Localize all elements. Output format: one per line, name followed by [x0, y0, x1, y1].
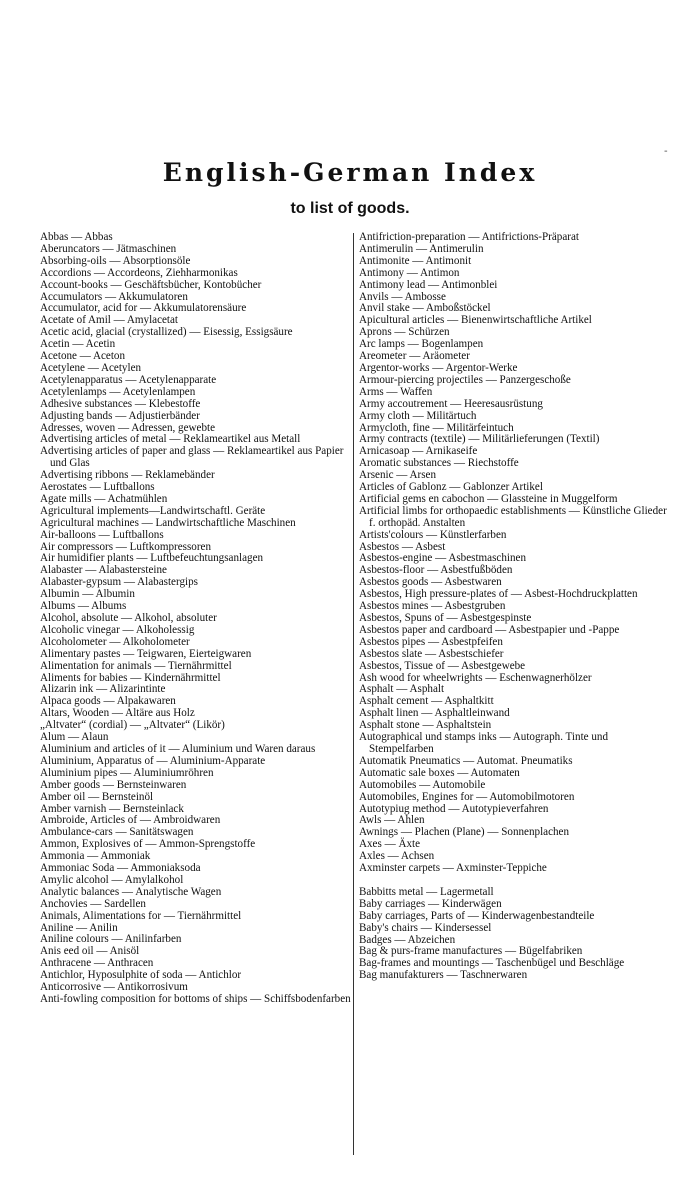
- index-entry: Alcoholometer — Alkoholometer: [40, 635, 190, 648]
- index-entry: Acetate of Amil — Amylacetat: [40, 314, 179, 327]
- index-entry: Aluminium and articles of it — Aluminium und Waren daraus: [40, 742, 316, 755]
- index-entry: Alabaster-gypsum — Alabastergips: [40, 576, 198, 589]
- index-entry: Awls — Ahlen: [359, 814, 425, 827]
- index-entry: Arnicasoap — Arnikaseife: [359, 445, 478, 458]
- index-entry: Argentor-works — Argentor-Werke: [359, 361, 518, 374]
- index-entry: Ash wood for wheelwrights — Eschenwagnerhölzer: [359, 671, 592, 684]
- index-entry: Antimony lead — Antimonblei: [359, 278, 498, 291]
- index-entry: Acetic acid, glacial (crystallized) — Eisessig, Essigsäure: [40, 326, 293, 339]
- index-entry: Account-books — Geschäftsbücher, Kontobücher: [40, 278, 262, 291]
- index-entry: Antichlor, Hyposulphite of soda — Antichlor: [40, 969, 242, 982]
- index-entry: Antimonite — Antimonit: [359, 254, 472, 267]
- index-entry: Army cloth — Militärtuch: [359, 409, 477, 422]
- index-entry: Bag manufakturers — Taschnerwaren: [359, 969, 528, 982]
- index-entry: Aromatic substances — Riechstoffe: [359, 457, 519, 470]
- index-entry: Advertising articles of metal — Reklameartikel aus Metall: [40, 433, 301, 446]
- index-entry: Accumulators — Akkumulatoren: [40, 290, 188, 303]
- index-entry: Alabaster — Alabastersteine: [40, 564, 167, 577]
- index-entry: Asbestos paper and cardboard — Asbestpapier und -Pappe: [359, 623, 620, 636]
- index-entry: Anis eed oil — Anisöl: [40, 945, 140, 958]
- index-entry: Antifriction-preparation — Antifrictions-Präparat: [359, 231, 579, 243]
- index-entry: Anticorrosive — Antikorrosivum: [40, 981, 188, 994]
- index-entry: Ammonia — Ammoniak: [40, 850, 151, 863]
- index-entry: Analytic balances — Analytische Wagen: [40, 885, 222, 898]
- column-divider: [353, 233, 354, 1155]
- index-entry: Asbestos, Tissue of — Asbestgewebe: [359, 659, 526, 672]
- index-entry: Alpaca goods — Alpakawaren: [40, 695, 176, 708]
- index-entry: Asbestos-floor — Asbestfußböden: [359, 564, 513, 577]
- index-entry: Automobiles, Engines for — Automobilmotoren: [359, 790, 575, 803]
- index-entry: Amber goods — Bernsteinwaren: [40, 778, 187, 791]
- index-entry: Advertising ribbons — Reklamebänder: [40, 469, 215, 482]
- index-entry: Apicultural articles — Bienenwirtschaftliche Artikel: [359, 314, 592, 327]
- index-entry: Aliments for babies — Kindernährmittel: [40, 671, 221, 684]
- index-entry: Anchovies — Sardellen: [40, 897, 146, 910]
- index-entry: Accumulator, acid for — Akkumulatorensäure: [40, 302, 247, 315]
- index-entry: Albumin — Albumin: [40, 588, 135, 601]
- left-column: [40, 232, 355, 1006]
- index-entry: Asphalt cement — Asphaltkitt: [359, 695, 494, 708]
- index-entry: Bag-frames and mountings — Taschenbügel und Beschläge: [359, 957, 625, 970]
- index-entry: Aerostates — Luftballons: [40, 481, 155, 494]
- index-entry: Aniline — Anilin: [40, 921, 118, 934]
- index-entry: Ambulance-cars — Sanitätswagen: [40, 826, 194, 839]
- index-entry: Armycloth, fine — Militärfeintuch: [359, 421, 514, 434]
- index-entry: Axles — Achsen: [359, 850, 435, 863]
- index-entry: Asbestos goods — Asbestwaren: [359, 576, 502, 589]
- page-subtitle: to list of goods.: [290, 200, 410, 217]
- index-entry: Asbestos, Spuns of — Asbestgespinste: [359, 612, 532, 624]
- index-entry: Anvils — Ambosse: [359, 290, 446, 303]
- index-entry: Autotypiug method — Autotypieverfahren: [359, 802, 549, 815]
- index-entry: Alimentary pastes — Teigwaren, Eierteigwaren: [40, 647, 252, 660]
- index-entry: Baby carriages — Kinderwägen: [359, 897, 502, 910]
- index-entry: Alcoholic vinegar — Alkoholessig: [40, 623, 195, 636]
- index-entry: Ammoniac Soda — Ammoniaksoda: [40, 862, 201, 875]
- index-entry: Anthracene — Anthracen: [40, 957, 154, 970]
- right-column: [359, 232, 667, 982]
- index-entry: Air humidifier plants — Luftbefeuchtungsanlagen: [40, 552, 264, 565]
- index-entry: Animals, Alimentations for — Tiernährmittel: [40, 909, 242, 922]
- index-entry: Asphalt — Asphalt: [359, 683, 445, 696]
- index-entry: Aberuncators — Jätmaschinen: [40, 242, 177, 255]
- index-entry: Aniline colours — Anilinfarben: [40, 933, 182, 946]
- index-entry: Advertising articles of paper and glass — Reklameartikel aus Papier und Glas: [40, 445, 344, 470]
- index-entry: Alcohol, absolute — Alkohol, absoluter: [40, 612, 217, 624]
- index-entry: Asbestos mines — Asbestgruben: [359, 600, 506, 613]
- index-entry: Alizarin ink — Alizarintinte: [40, 683, 166, 696]
- index-entry: Baby carriages, Parts of — Kinderwagenbestandteile: [359, 909, 595, 922]
- index-entry: Armour-piercing projectiles — Panzergeschoße: [359, 373, 571, 386]
- index-entry: Adresses, woven — Adressen, gewebte: [40, 421, 215, 434]
- index-entry: Acetylene — Acetylen: [40, 361, 142, 374]
- index-entry: Albums — Albums: [40, 600, 127, 613]
- index-entry: Articles of Gablonz — Gablonzer Artikel: [359, 481, 543, 494]
- index-entry: Automatik Pneumatics — Automat. Pneumatiks: [359, 754, 573, 767]
- index-entry: Bag & purs-frame manufactures — Bügelfabriken: [359, 945, 583, 958]
- index-entry: Asbestos, High pressure-plates of — Asbest-Hochdruckplatten: [359, 588, 638, 601]
- index-entry: Babbitts metal — Lagermetall: [359, 885, 494, 898]
- index-entry: Areometer — Aräometer: [359, 350, 470, 363]
- index-entry: Arc lamps — Bogenlampen: [359, 338, 484, 351]
- index-entry: Alimentation for animals — Tiernährmittel: [40, 659, 232, 672]
- page-title: English-German Index: [162, 158, 538, 187]
- index-entry: Asbestos — Asbest: [359, 540, 446, 553]
- index-entry: Automobiles — Automobile: [359, 778, 486, 791]
- index-entry: Artificial limbs for orthopaedic establishments — Künstliche Glieder f. orthopäd. Anstalten: [359, 504, 667, 529]
- index-entry: Abbas — Abbas: [40, 231, 113, 243]
- index-entry: Axminster carpets — Axminster-Teppiche: [359, 862, 547, 875]
- index-entry: Acetylenlamps — Acetylenlampen: [40, 385, 196, 398]
- index-entry: Agricultural machines — Landwirtschaftliche Maschinen: [40, 516, 296, 529]
- index-entry: Ammon, Explosives of — Ammon-Sprengstoffe: [40, 838, 256, 851]
- index-entry: Amber varnish — Bernsteinlack: [40, 802, 184, 815]
- index-entry: Absorbing-oils — Absorptionsöle: [40, 254, 191, 267]
- index-entry: Ambroide, Articles of — Ambroidwaren: [40, 814, 221, 827]
- index-entry: Aluminium, Apparatus of — Aluminium-Apparate: [40, 754, 266, 767]
- index-entry: Autographical und stamps inks — Autograph. Tinte und Stempelfarben: [359, 731, 608, 755]
- index-entry: Anti-fowling composition for bottoms of ships — Schiffsbodenfarben: [40, 993, 351, 1005]
- index-entry: Acetin — Acetin: [40, 338, 116, 351]
- index-entry: Asbestos pipes — Asbestpfeifen: [359, 635, 503, 648]
- index-entry: Adjusting bands — Adjustierbänder: [40, 409, 200, 422]
- index-entry: Arms — Waffen: [359, 385, 433, 398]
- index-entry: Aluminium pipes — Aluminiumröhren: [40, 766, 214, 779]
- index-entry: Antimony — Antimon: [359, 266, 460, 279]
- index-entry: Acetylenapparatus — Acetylenapparate: [40, 373, 217, 386]
- index-entry: Asbestos slate — Asbestschiefer: [359, 647, 504, 660]
- index-entry: Axes — Äxte: [359, 838, 421, 851]
- index-entry: Asphalt linen — Asphaltleinwand: [359, 707, 510, 720]
- margin-tick: -: [664, 146, 668, 157]
- index-entry: Automatic sale boxes — Automaten: [359, 766, 520, 779]
- index-entry: Aprons — Schürzen: [359, 326, 450, 339]
- index-entry: Baby's chairs — Kindersessel: [359, 921, 492, 934]
- index-entry: Agricultural implements—Landwirtschaftl. Geräte: [40, 504, 266, 517]
- index-entry: Badges — Abzeichen: [359, 933, 456, 946]
- index-entry: „Altvater“ (cordial) — „Altvater“ (Likör): [40, 719, 225, 732]
- index-entry: Army accoutrement — Heeresausrüstung: [359, 397, 543, 410]
- index-entry: Alum — Alaun: [40, 731, 109, 744]
- index-entry: Amber oil — Bernsteinöl: [40, 790, 154, 803]
- index-entry: Air compressors — Luftkompressoren: [40, 540, 211, 553]
- index-entry: Accordions — Accordeons, Ziehharmonikas: [40, 266, 238, 279]
- index-entry: Agate mills — Achatmühlen: [40, 492, 168, 505]
- index-entry: Air-balloons — Luftballons: [40, 528, 164, 541]
- index-entry: Artists'colours — Künstlerfarben: [359, 528, 507, 541]
- index-entry: Army contracts (textile) — Militärlieferungen (Textil): [359, 433, 600, 446]
- index-entry: Amylic alcohol — Amylalkohol: [40, 873, 184, 886]
- index-entry: Arsenic — Arsen: [359, 469, 437, 482]
- index-entry: Acetone — Aceton: [40, 350, 126, 363]
- index-entry: Adhesive substances — Klebestoffe: [40, 397, 201, 410]
- index-entry: Antimerulin — Antimerulin: [359, 242, 484, 255]
- index-entry: Asbestos-engine — Asbestmaschinen: [359, 552, 526, 565]
- index-entry: Altars, Wooden — Altäre aus Holz: [40, 707, 195, 720]
- index-entry: Anvil stake — Amboßstöckel: [359, 302, 491, 315]
- index-entry: Awnings — Plachen (Plane) — Sonnenplachen: [359, 826, 570, 839]
- index-entry: Asphalt stone — Asphaltstein: [359, 719, 492, 732]
- index-entry: Artificial gems en cabochon — Glassteine in Muggelform: [359, 492, 618, 505]
